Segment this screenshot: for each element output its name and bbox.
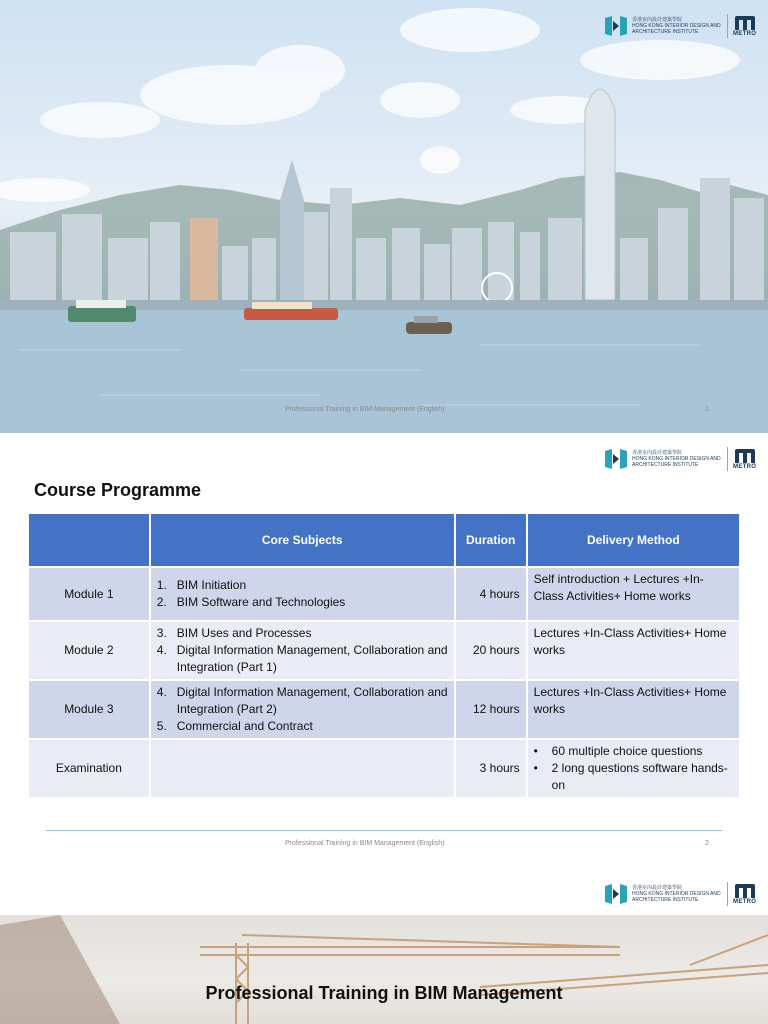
construction-crane-photo <box>0 915 768 1024</box>
course-programme-table <box>29 514 739 797</box>
subject-number: 2. <box>156 595 167 609</box>
logo-english-line2: ARCHITECTURE INSTITUTE <box>632 897 699 903</box>
delivery-bullet-text: 60 multiple choice questions <box>551 744 703 758</box>
subject-item <box>157 642 448 676</box>
metro-logo-text: METRO <box>733 463 757 470</box>
slide-3 <box>0 875 768 1024</box>
header-core-subjects: Core Subjects <box>150 514 455 567</box>
slide-2-footer-rule <box>46 830 722 831</box>
subject-text: BIM Uses and Processes <box>176 626 312 640</box>
slide-2-page-number: 2 <box>705 840 709 847</box>
logo-english-line1: HONG KONG INTERIOR DESIGN AND <box>632 456 721 462</box>
row-core-subjects <box>150 621 455 680</box>
row-core-subjects <box>150 680 455 739</box>
subject-item <box>157 594 448 611</box>
hkidai-logo-icon <box>604 883 628 905</box>
subject-item <box>157 625 448 642</box>
subject-item <box>157 684 448 718</box>
table-row <box>29 621 739 680</box>
table-header-row <box>29 514 739 567</box>
hkidai-logo-icon <box>604 448 628 470</box>
logo-english-line2: ARCHITECTURE INSTITUTE <box>632 29 699 35</box>
slide-2-footer: Professional Training in BIM Management (English) <box>285 840 445 847</box>
institute-logo <box>604 881 757 907</box>
row-delivery-method <box>527 739 739 797</box>
logo-english-line1: HONG KONG INTERIOR DESIGN AND <box>632 23 721 29</box>
institute-logo <box>604 446 757 472</box>
logo-chinese-name: 香港室內設計建築學院 <box>632 885 683 891</box>
header-delivery-method: Delivery Method <box>527 514 739 567</box>
institute-logo <box>604 13 757 39</box>
subject-number: 1. <box>156 578 167 592</box>
metro-logo-text: METRO <box>733 898 757 905</box>
slide-1 <box>0 0 768 433</box>
row-module-name: Examination <box>29 739 150 797</box>
logo-chinese-name: 香港室內設計建築學院 <box>632 450 683 456</box>
subject-text: Digital Information Management, Collaboration and Integration (Part 1) <box>176 643 448 674</box>
logo-divider <box>727 14 728 38</box>
metro-logo-icon <box>733 15 757 31</box>
row-duration: 12 hours <box>455 680 527 739</box>
row-delivery-method: Self introduction + Lectures +In-Class Activities+ Home works <box>527 567 739 621</box>
logo-english-line1: HONG KONG INTERIOR DESIGN AND <box>632 891 721 897</box>
slide-3-title: Professional Training in BIM Management <box>205 983 563 1003</box>
logo-divider <box>727 447 728 471</box>
slide-1-page-number: 1 <box>705 406 709 413</box>
row-core-subjects <box>150 567 455 621</box>
logo-chinese-name: 香港室內設計建築學院 <box>632 17 683 23</box>
delivery-bullet-item: • 60 multiple choice questions <box>533 744 703 758</box>
table-row <box>29 680 739 739</box>
header-duration: Duration <box>455 514 527 567</box>
slide-1-footer: Professional Training in BIM Management (English) <box>285 406 445 413</box>
row-duration: 4 hours <box>455 567 527 621</box>
header-module <box>29 514 150 567</box>
row-module-name: Module 2 <box>29 621 150 680</box>
subject-number: 4. <box>156 643 167 657</box>
logo-divider <box>727 882 728 906</box>
hkidai-logo-icon <box>604 15 628 37</box>
slide-2 <box>0 434 768 874</box>
subject-number: 5. <box>156 719 167 733</box>
subject-item <box>157 577 448 594</box>
delivery-bullet-item: • 2 long questions software hands-on <box>534 760 733 794</box>
metro-logo-icon <box>733 448 757 464</box>
subject-text: BIM Software and Technologies <box>176 595 346 609</box>
row-delivery-method: Lectures +In-Class Activities+ Home works <box>527 621 739 680</box>
table-row <box>29 739 739 797</box>
subject-text: Commercial and Contract <box>176 719 313 733</box>
course-programme-title: Course Programme <box>34 480 202 500</box>
subject-item <box>157 718 448 735</box>
delivery-bullet-text: 2 long questions software hands-on <box>551 761 728 792</box>
row-module-name: Module 3 <box>29 680 150 739</box>
subject-number: 4. <box>156 685 167 699</box>
hong-kong-skyline-photo <box>0 0 768 433</box>
subject-number: 3. <box>156 626 167 640</box>
row-module-name: Module 1 <box>29 567 150 621</box>
row-core-subjects <box>150 739 455 797</box>
metro-logo-icon <box>733 883 757 899</box>
logo-english-line2: ARCHITECTURE INSTITUTE <box>632 462 699 468</box>
row-delivery-method: Lectures +In-Class Activities+ Home works <box>527 680 739 739</box>
subject-text: Digital Information Management, Collaboration and Integration (Part 2) <box>176 685 448 716</box>
subject-text: BIM Initiation <box>176 578 247 592</box>
table-row <box>29 567 739 621</box>
metro-logo-text: METRO <box>733 30 757 37</box>
row-duration: 20 hours <box>455 621 527 680</box>
row-duration: 3 hours <box>455 739 527 797</box>
